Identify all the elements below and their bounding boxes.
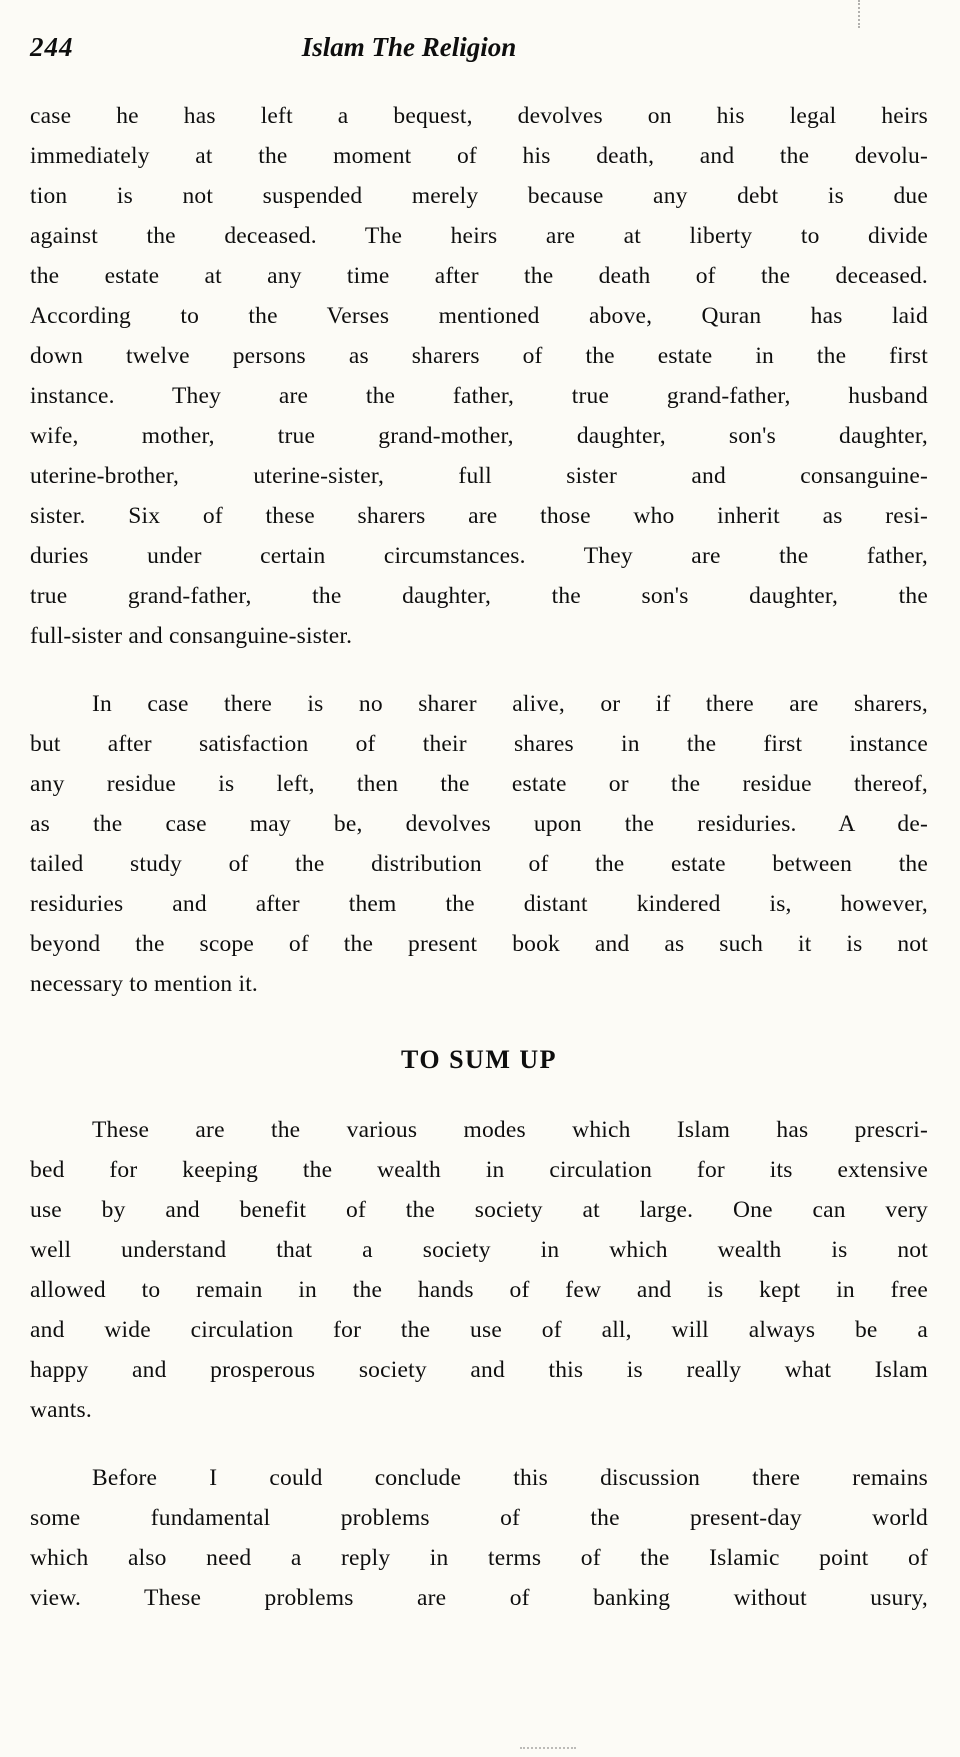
paragraph xyxy=(30,96,928,656)
text-line: wants. xyxy=(30,1397,92,1423)
text-line: Before I could conclude this discussion there remains xyxy=(92,1465,928,1491)
page-header xyxy=(30,30,928,76)
text-line: and wide circulation for the use of all, will always be a xyxy=(30,1317,928,1343)
text-line: beyond the scope of the present book and as such it is not xyxy=(30,931,928,957)
text-line: down twelve persons as sharers of the estate in the first xyxy=(30,343,928,369)
text-line: view. These problems are of banking without usury, xyxy=(30,1585,928,1611)
text-line: According to the Verses mentioned above, Quran has laid xyxy=(30,303,928,329)
text-line: but after satisfaction of their shares in the first instance xyxy=(30,731,928,757)
text-line: duries under certain circumstances. They are the father, xyxy=(30,543,928,569)
text-line: against the deceased. The heirs are at liberty to divide xyxy=(30,223,928,249)
text-line: which also need a reply in terms of the Islamic point of xyxy=(30,1545,928,1571)
text-line: immediately at the moment of his death, and the devolu- xyxy=(30,143,928,169)
text-line: allowed to remain in the hands of few and is kept in free xyxy=(30,1277,928,1303)
page-number: 244 xyxy=(30,32,74,62)
text-line: happy and prosperous society and this is really what Islam xyxy=(30,1357,928,1383)
text-line: wife, mother, true grand-mother, daughter, son's daughter, xyxy=(30,423,928,449)
text-line: sister. Six of these sharers are those who inherit as resi- xyxy=(30,503,928,529)
text-line: true grand-father, the daughter, the son's daughter, the xyxy=(30,583,928,609)
text-line: necessary to mention it. xyxy=(30,971,258,997)
text-line: use by and benefit of the society at large. One can very xyxy=(30,1197,928,1223)
text-line: uterine-brother, uterine-sister, full sister and consanguine- xyxy=(30,463,928,489)
text-line: tion is not suspended merely because any debt is due xyxy=(30,183,928,209)
text-line: instance. They are the father, true grand-father, husband xyxy=(30,383,928,409)
text-line: case he has left a bequest, devolves on his legal heirs xyxy=(30,103,928,129)
text-line: any residue is left, then the estate or the residue thereof, xyxy=(30,771,928,797)
running-title: Islam The Religion xyxy=(301,32,517,62)
scan-artifact xyxy=(858,0,860,28)
text-line: the estate at any time after the death of the deceased. xyxy=(30,263,928,289)
text-line: These are the various modes which Islam has prescri- xyxy=(92,1117,928,1143)
text-line: some fundamental problems of the present-day world xyxy=(30,1505,928,1531)
text-line: tailed study of the distribution of the estate between the xyxy=(30,851,928,877)
text-line: In case there is no sharer alive, or if there are sharers, xyxy=(92,691,928,717)
text-line: residuries and after them the distant kindered is, however, xyxy=(30,891,928,917)
paragraph xyxy=(30,684,928,1004)
section-heading: TO SUM UP xyxy=(400,1045,558,1074)
text-line: full-sister and consanguine-sister. xyxy=(30,623,353,649)
paragraph xyxy=(30,1110,928,1430)
text-line: as the case may be, devolves upon the residuries. A de- xyxy=(30,811,928,837)
paragraph xyxy=(30,1458,928,1618)
page-body xyxy=(30,96,928,1618)
text-line: bed for keeping the wealth in circulation for its extensive xyxy=(30,1157,928,1183)
text-line: well understand that a society in which wealth is not xyxy=(30,1237,928,1263)
scan-artifact xyxy=(520,1747,576,1749)
